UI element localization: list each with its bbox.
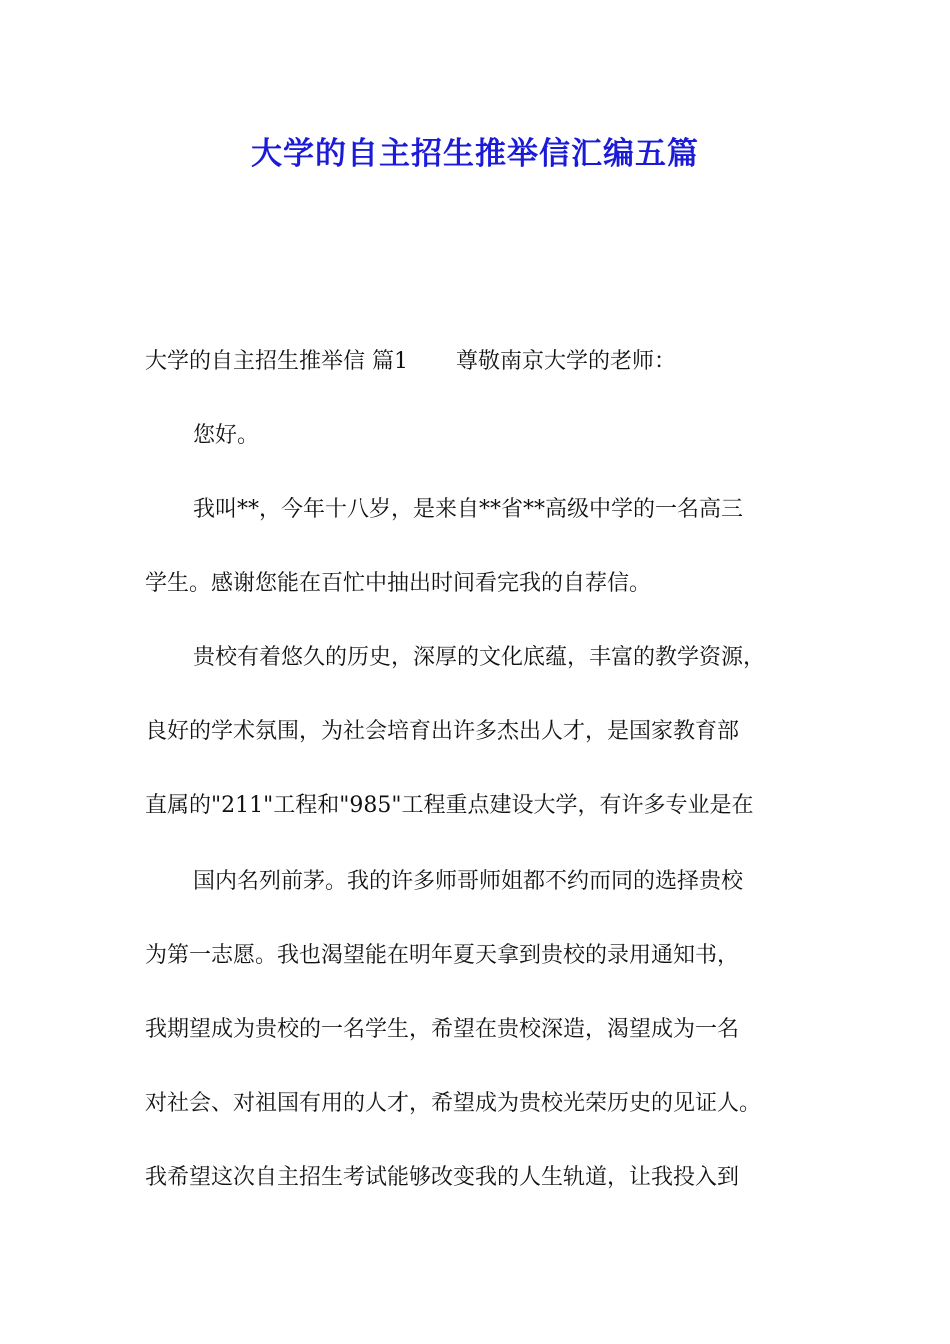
paragraph-line: 贵校有着悠久的历史，深厚的文化底蕴，丰富的教学资源， [193, 645, 766, 670]
paragraph-line: 为第一志愿。我也渴望能在明年夏天拿到贵校的录用通知书， [145, 943, 740, 968]
paragraph-line: 学生。感谢您能在百忙中抽出时间看完我的自荐信。 [145, 571, 652, 596]
section-heading: 大学的自主招生推举信 篇1 [145, 349, 408, 374]
salutation: 尊敬南京大学的老师： [456, 349, 677, 374]
paragraph-line: 良好的学术氛围，为社会培育出许多杰出人才，是国家教育部 [145, 719, 740, 744]
paragraph-line: 我叫**，今年十八岁，是来自**省**高级中学的一名高三 [193, 497, 744, 522]
paragraph-line: 国内名列前茅。我的许多师哥师姐都不约而同的选择贵校 [193, 869, 744, 894]
paragraph-line: 我希望这次自主招生考试能够改变我的人生轨道，让我投入到 [145, 1165, 740, 1190]
paragraph-line: 直属的"211"工程和"985"工程重点建设大学，有许多专业是在 [145, 793, 754, 818]
paragraph-line: 您好。 [193, 423, 260, 448]
heading-line [145, 344, 676, 380]
document-title: 大学的自主招生推举信汇编五篇 [251, 136, 699, 172]
paragraph-line: 我期望成为贵校的一名学生，希望在贵校深造，渴望成为一名 [145, 1017, 740, 1042]
paragraph-line: 对社会、对祖国有用的人才，希望成为贵校光荣历史的见证人。 [145, 1091, 762, 1116]
